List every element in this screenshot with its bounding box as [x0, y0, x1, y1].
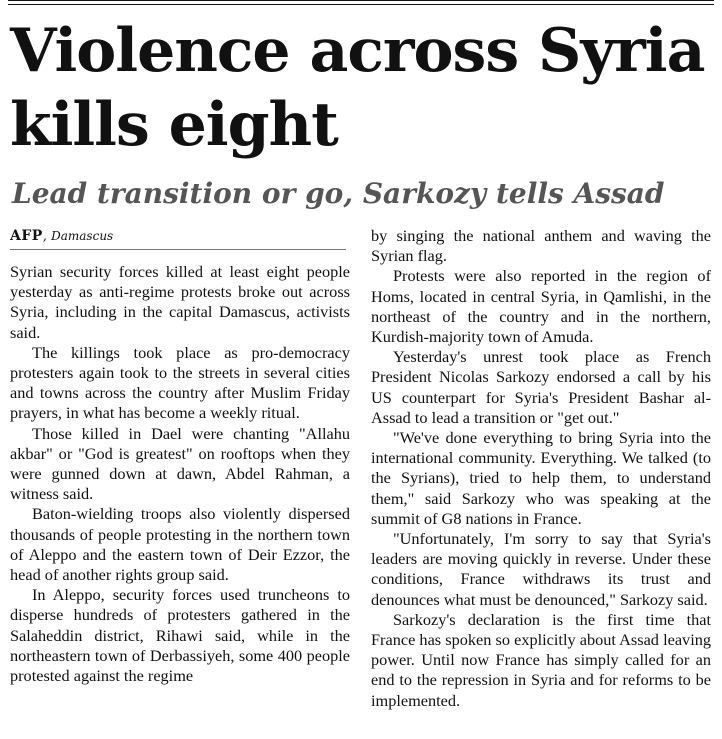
left-column: [10, 262, 350, 686]
paragraph: Baton-wielding troops also violently dispersed thousands of people protesting in the northern town of Aleppo and the eastern town of Deir Ezzor, the head of another rights group said.: [10, 504, 350, 585]
paragraph: Protests were also reported in the region of Homs, located in central Syria, in Qamlishi, in the northeast of the country and in the northern, Kurdish-majority town of Amuda.: [371, 266, 711, 347]
paragraph: "We've done everything to bring Syria into the international community. Everything. We talked (to the Syrians), tried to help them, to understand them," said Sarkozy who was speaking at the summit of G8 nations in France.: [371, 428, 711, 528]
byline-rule: [10, 249, 346, 250]
paragraph: The killings took place as pro-democracy protesters again took to the streets in several cities and towns across the country after Muslim Friday prayers, in what has become a weekly ritual.: [10, 342, 350, 423]
subheadline: Lead transition or go, Sarkozy tells Assad: [12, 177, 665, 210]
paragraph: Yesterday's unrest took place as French President Nicolas Sarkozy endorsed a call by his US counterpart for Syria's President Bashar al-Assad to lead a transition or "get out.": [371, 347, 711, 427]
byline: [10, 226, 348, 247]
byline-agency: AFP: [10, 228, 43, 244]
top-rule-secondary: [8, 4, 714, 5]
paragraph: Syrian security forces killed at least eight people yesterday as anti-regime protests broke out across Syria, including in the capital Damascus, activists said.: [10, 262, 350, 342]
right-column: [371, 226, 711, 711]
headline: Violence across Syria kills eight: [10, 16, 705, 160]
paragraph: Sarkozy's declaration is the first time that France has spoken so explicitly about Assad leaving power. Until now France has simply called for an end to the repression in Syria and for reforms to be implemented.: [371, 609, 711, 710]
top-rule: [8, 0, 714, 1]
paragraph: "Unfortunately, I'm sorry to say that Syria's leaders are moving quickly in reverse. Under these conditions, France withdraws its trust and denounces what must be denounced," Sarkozy said.: [371, 529, 711, 609]
paragraph: Those killed in Dael were chanting "Allahu akbar" or "God is greatest" on rooftops when they were gunned down at dawn, Abdel Rahman, a witness said.: [10, 423, 350, 504]
byline-separator: ,: [42, 229, 47, 244]
paragraph: In Aleppo, security forces used truncheons to disperse hundreds of protesters gathered in the Salaheddin district, Rihawi said, while in the northeastern town of Derbassiyeh, some 400 people protested against the regime: [10, 585, 350, 686]
paragraph: by singing the national anthem and waving the Syrian flag.: [371, 226, 711, 266]
byline-location: Damascus: [51, 229, 114, 243]
